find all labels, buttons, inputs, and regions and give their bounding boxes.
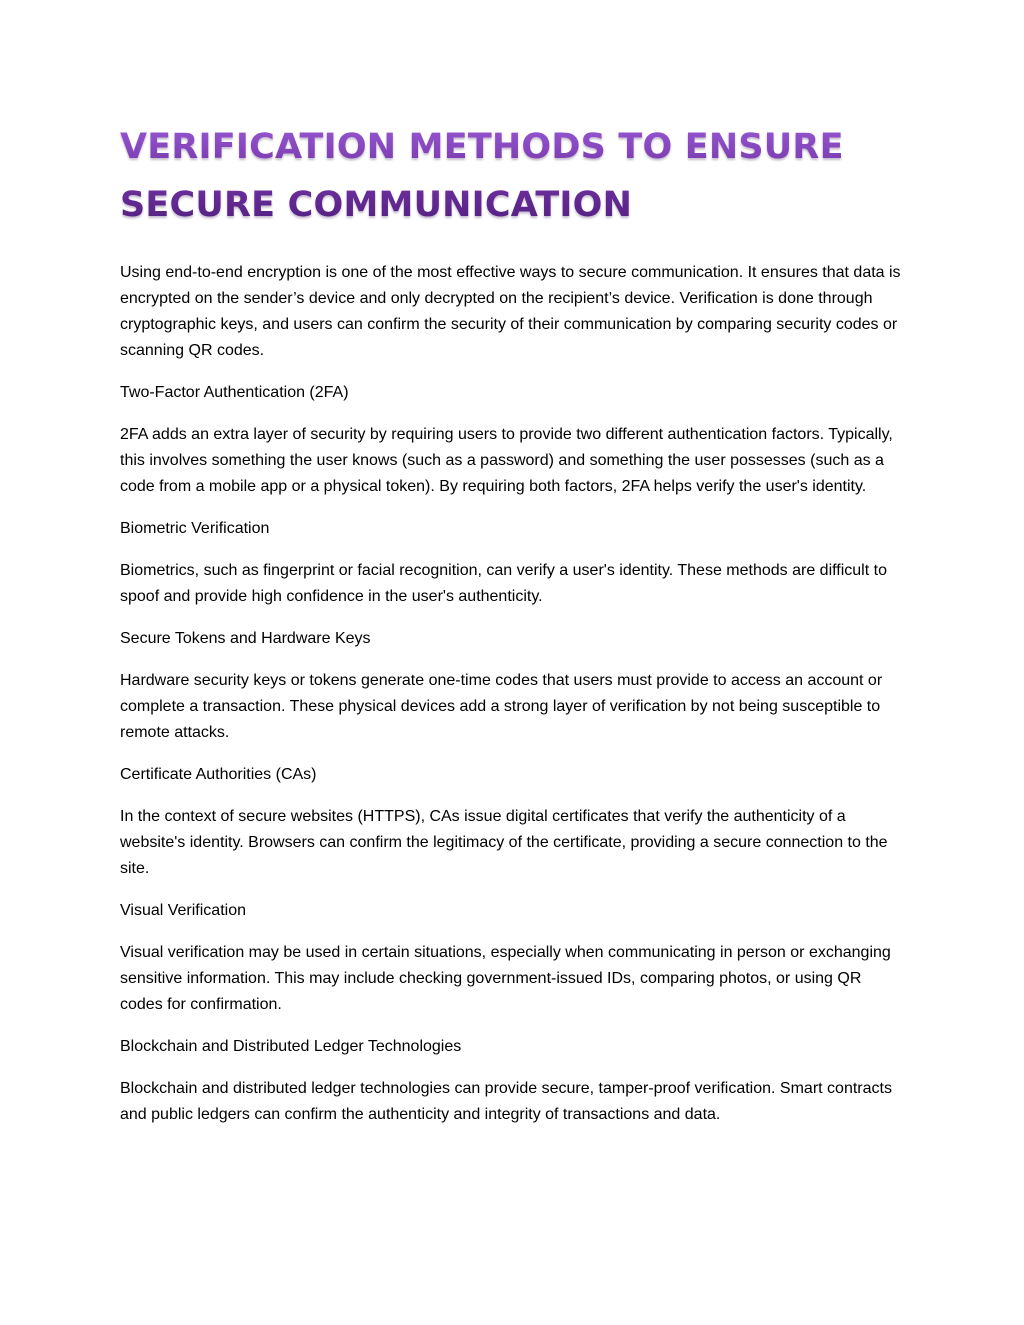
section-body-2fa: 2FA adds an extra layer of security by requiring users to provide two different authentication factors. Typically, this involves something the user knows (such as a password) and something the user possesses (such as a code from a mobile app or a physical token). By requiring both factors, 2FA helps verify the user's identity.	[120, 426, 893, 495]
intro-paragraph: Using end-to-end encryption is one of the most effective ways to secure communication. It ensures that data is encrypted on the sender’s device and only decrypted on the recipient’s device. Verification is done through cryptographic keys, and users can confirm the security of their communication by comparing security codes or scanning QR codes.	[120, 264, 901, 359]
section-body-visual: Visual verification may be used in certain situations, especially when communicating in person or exchanging sensitive information. This may include checking government-issued IDs, comparing photos, or using QR codes for confirmation.	[120, 944, 891, 1013]
section-heading-visual: Visual Verification	[120, 902, 246, 919]
section-heading-cas: Certificate Authorities (CAs)	[120, 766, 317, 783]
section-body-cas: In the context of secure websites (HTTPS), CAs issue digital certificates that verify the authenticity of a website's identity. Browsers can confirm the legitimacy of the certificate, providing a secure connection to the site.	[120, 808, 888, 877]
section-body-biometric: Biometrics, such as fingerprint or facial recognition, can verify a user's identity. These methods are difficult to spoof and provide high confidence in the user's authenticity.	[120, 562, 887, 605]
document-page	[120, 118, 904, 1144]
section-body-blockchain: Blockchain and distributed ledger technologies can provide secure, tamper-proof verification. Smart contracts and public ledgers can confirm the authenticity and integrity of transactions and data.	[120, 1080, 892, 1123]
section-heading-tokens: Secure Tokens and Hardware Keys	[120, 630, 371, 647]
section-heading-blockchain: Blockchain and Distributed Ledger Technologies	[120, 1038, 462, 1055]
document-body	[120, 260, 904, 1128]
section-heading-2fa: Two-Factor Authentication (2FA)	[120, 384, 349, 401]
document-title: VERIFICATION METHODS TO ENSURE SECURE COMMUNICATION	[120, 118, 904, 234]
section-body-tokens: Hardware security keys or tokens generate one-time codes that users must provide to access an account or complete a transaction. These physical devices add a strong layer of verification by not being susceptible to remote attacks.	[120, 672, 883, 741]
section-heading-biometric: Biometric Verification	[120, 520, 270, 537]
